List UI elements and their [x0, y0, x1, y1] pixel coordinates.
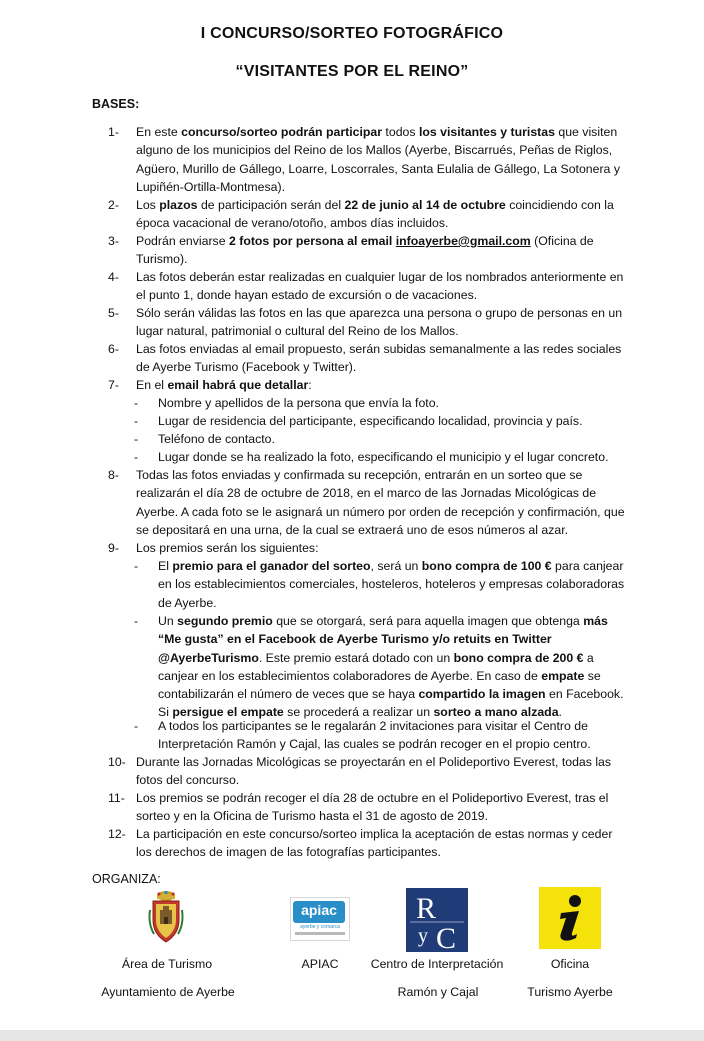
rule-text: Las fotos deberán estar realizadas en cualquier lugar de los nombrados anteriormente en el punto 1, donde hayan estado de excursión o de vacaciones.	[136, 270, 624, 303]
ramon-y-cajal-logo	[406, 888, 468, 952]
dash-bullet: -	[134, 450, 139, 464]
apiac-subtitle: ayerbe y comarca	[300, 924, 340, 930]
rule-number: 6-	[108, 342, 119, 356]
apiac-logo	[290, 897, 350, 941]
rule-text: Los premios serán los siguientes:	[136, 541, 319, 555]
caption-oficina: Oficina	[550, 957, 590, 971]
rule-text: Podrán enviarse 2 fotos por persona al email infoayerbe@gmail.com (Oficina de Turismo).	[136, 234, 594, 267]
svg-text:y: y	[418, 925, 428, 947]
rule-text: Sólo serán válidas las fotos en las que aparezca una persona o grupo de personas en un lugar natural, patrimonial o cultural del Reino de los Mallos.	[136, 306, 623, 339]
rule-number: 11-	[108, 791, 125, 805]
rule-number: 9-	[108, 541, 119, 555]
dash-bullet: -	[134, 432, 139, 446]
rule-number: 1-	[108, 125, 119, 139]
title-line-1: I CONCURSO/SORTEO FOTOGRÁFICO	[200, 25, 504, 42]
sub-text: Nombre y apellidos de la persona que envía la foto.	[158, 396, 439, 410]
coat-of-arms-logo	[146, 890, 186, 946]
page-bottom-strip	[0, 1030, 704, 1041]
dash-bullet: -	[134, 719, 139, 733]
caption-turismo-ayerbe: Turismo Ayerbe	[527, 985, 613, 999]
email-link[interactable]: infoayerbe@gmail.com	[395, 234, 531, 248]
sub-text: Lugar de residencia del participante, especificando localidad, provincia y país.	[158, 414, 583, 428]
dash-bullet: -	[134, 559, 139, 573]
bases-label: BASES:	[92, 97, 140, 111]
info-i-icon	[539, 887, 601, 949]
rule-text: Todas las fotos enviadas y confirmada su recepción, entrarán en un sorteo que se realizarán el día 28 de octubre de 2018, en el marco de las Jornadas Micológicas de Ayerbe. A cada foto se le asignará un número por orden de recepción y confirmación, que se depositará en una urna, de la cual se extraerá uno de esos números al azar.	[136, 468, 625, 537]
title-line-2: “VISITANTES POR EL REINO”	[235, 63, 469, 80]
rule-number: 7-	[108, 378, 119, 392]
caption-centro-interpretacion: Centro de Interpretación	[370, 957, 504, 971]
apiac-underline	[295, 932, 345, 935]
rule-number: 2-	[108, 198, 119, 212]
svg-text:R: R	[416, 892, 437, 925]
sub-text: A todos los participantes se le regalarán 2 invitaciones para visitar el Centro de Interpretación Ramón y Cajal, las cuales se podrán recoger en el propio centro.	[158, 719, 591, 752]
sub-text: El premio para el ganador del sorteo, será un bono compra de 100 € para canjear en los establecimientos comerciales, hosteleros, hoteleros y empresas colaboradoras de Ayerbe.	[158, 559, 625, 610]
rule-number: 4-	[108, 270, 119, 284]
tourist-info-logo	[539, 887, 601, 949]
coat-of-arms-icon	[146, 890, 186, 946]
rule-number: 8-	[108, 468, 119, 482]
rule-number: 10-	[108, 755, 126, 769]
sub-text: Un segundo premio que se otorgará, será para aquella imagen que obtenga más “Me gusta” en el Facebook de Ayerbe Turismo y/o retuits en Twitter @AyerbeTurismo. Este premio estará dotado con un bono compra de 200 € a canjear en los establecimientos colaboradores de Ayerbe. En caso de empate se contabilizarán el número de veces que se haya compartido la imagen en Facebook. Si persigue el empate se procederá a realizar un sorteo a mano alzada.	[158, 614, 624, 720]
caption-area-turismo: Área de Turismo	[121, 957, 213, 971]
caption-ramon-y-cajal: Ramón y Cajal	[397, 985, 479, 999]
dash-bullet: -	[134, 614, 139, 628]
organiza-label: ORGANIZA:	[92, 872, 161, 886]
rule-text: Las fotos enviadas al email propuesto, serán subidas semanalmente a las redes sociales de Ayerbe Turismo (Facebook y Twitter).	[136, 342, 622, 375]
caption-apiac: APIAC	[301, 957, 339, 971]
apiac-wordmark: apiac	[301, 902, 337, 918]
rule-number: 5-	[108, 306, 119, 320]
sub-text: Lugar donde se ha realizado la foto, especificando el municipio y el lugar concreto.	[158, 450, 609, 464]
rule-text: En este concurso/sorteo podrán participar todos los visitantes y turistas que visiten alguno de los municipios del Reino de los Mallos (Ayerbe, Biscarrués, Peñas de Riglos, Agüero, Murillo de Gállego, Loarre, Loscorrales, Santa Eulalia de Gállego, La Sotonera y Lupiñén-Ortilla-Montmesa).	[136, 125, 620, 194]
rule-text: La participación en este concurso/sorteo implica la aceptación de estas normas y ceder los derechos de imagen de las fotografías participantes.	[136, 827, 613, 860]
dash-bullet: -	[134, 414, 139, 428]
rule-text: Durante las Jornadas Micológicas se proyectarán en el Polideportivo Everest, todas las fotos del concurso.	[136, 755, 612, 788]
rule-text: En el email habrá que detallar:	[136, 378, 312, 392]
svg-text:C: C	[436, 922, 457, 952]
rule-number: 12-	[108, 827, 126, 841]
rule-text: Los premios se podrán recoger el día 28 de octubre en el Polideportivo Everest, tras el sorteo y en la Oficina de Turismo hasta el 31 de agosto de 2019.	[136, 791, 609, 824]
ryc-monogram-icon	[406, 888, 468, 952]
rule-number: 3-	[108, 234, 119, 248]
dash-bullet: -	[134, 396, 139, 410]
sub-text: Teléfono de contacto.	[158, 432, 275, 446]
rule-text: Los plazos de participación serán del 22 de junio al 14 de octubre coincidiendo con la época vacacional de verano/otoño, ambos días incluidos.	[136, 198, 614, 231]
caption-ayuntamiento: Ayuntamiento de Ayerbe	[101, 985, 235, 999]
